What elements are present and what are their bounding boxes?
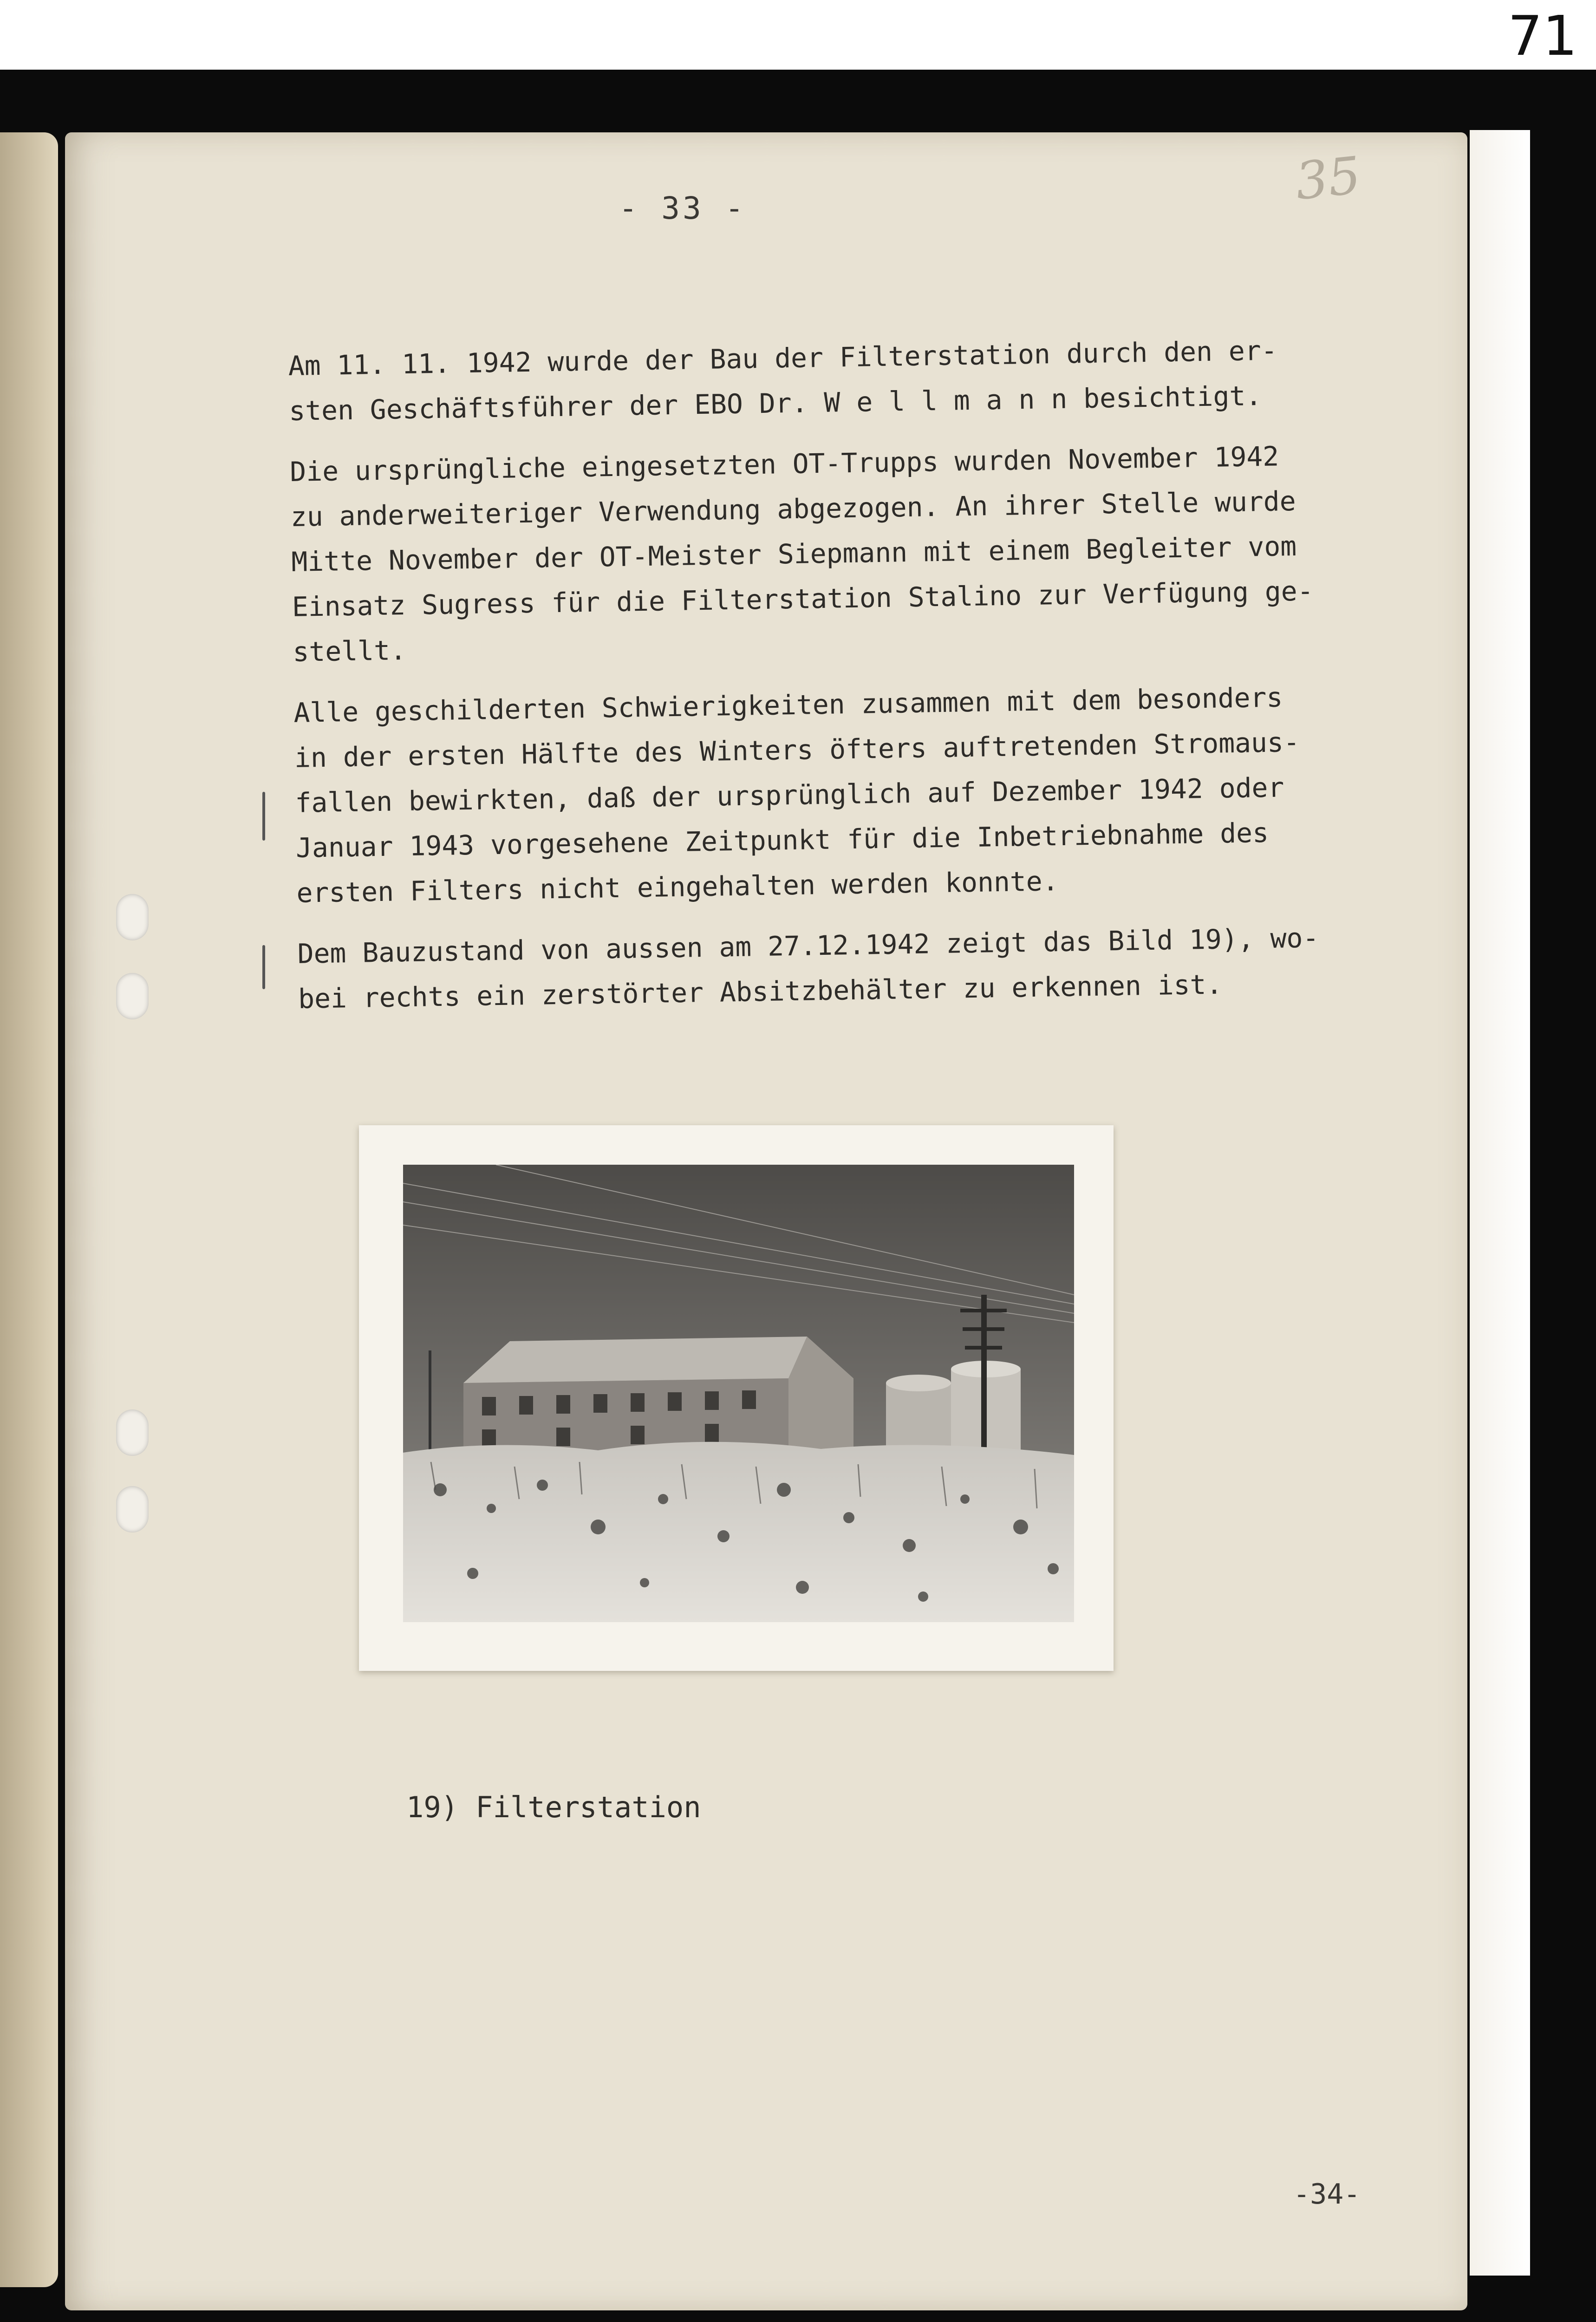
text-line: Mitte November der OT-Meister Siepmann mit einem Begleiter vom: [291, 530, 1297, 578]
pencil-page-mark: 35: [1292, 145, 1364, 211]
margin-mark: [262, 792, 265, 841]
photo-caption: 19) Filterstation: [406, 1790, 701, 1824]
text-line: Am 11. 11. 1942 wurde der Bau der Filterstation durch den er-: [288, 334, 1278, 382]
paragraph: [297, 913, 1497, 1022]
photograph-filter-station: [403, 1165, 1074, 1622]
text-line: stellt.: [292, 634, 407, 668]
punch-hole: [116, 1409, 149, 1456]
text-line: Einsatz Sugress für die Filterstation Stalino zur Verfügung ge-: [292, 575, 1314, 623]
photo-mount: [359, 1125, 1114, 1671]
punch-hole: [116, 894, 149, 940]
margin-mark: [262, 945, 265, 989]
text-line: bei rechts ein zerstörter Absitzbehälter zu erkennen ist.: [298, 968, 1223, 1015]
paragraph: [288, 325, 1487, 434]
text-line: zu anderweiteriger Verwendung abgezogen. An ihrer Stelle wurde: [290, 485, 1296, 533]
next-page-number: -34-: [1293, 2178, 1361, 2211]
body-text: [288, 325, 1497, 1037]
punch-hole: [116, 973, 149, 1019]
scan-number: 71: [1507, 4, 1577, 68]
text-line: fallen bewirkten, daß der ursprünglich auf Dezember 1942 oder: [295, 771, 1284, 819]
paragraph: [293, 672, 1495, 915]
paragraph: [290, 430, 1491, 674]
text-line: Alle geschilderten Schwierigkeiten zusammen mit dem besonders: [293, 681, 1283, 729]
text-line: ersten Filters nicht eingehalten werden konnte.: [296, 865, 1059, 909]
text-line: sten Geschäftsführer der EBO Dr. W e l l m a n n besichtigt.: [288, 380, 1262, 427]
text-line: Die ursprüngliche eingesetzten OT-Trupps wurden November 1942: [289, 440, 1279, 488]
page-number: - 33 -: [619, 190, 747, 226]
text-line: in der ersten Hälfte des Winters öfters auftretenden Stromaus-: [294, 726, 1300, 774]
text-line: Januar 1943 vorgesehene Zeitpunkt für die Inbetriebnahme des: [295, 816, 1269, 864]
text-line: Dem Bauzustand von aussen am 27.12.1942 zeigt das Bild 19), wo-: [297, 922, 1319, 970]
punch-hole: [116, 1486, 149, 1533]
left-page-edge: [0, 132, 58, 2287]
